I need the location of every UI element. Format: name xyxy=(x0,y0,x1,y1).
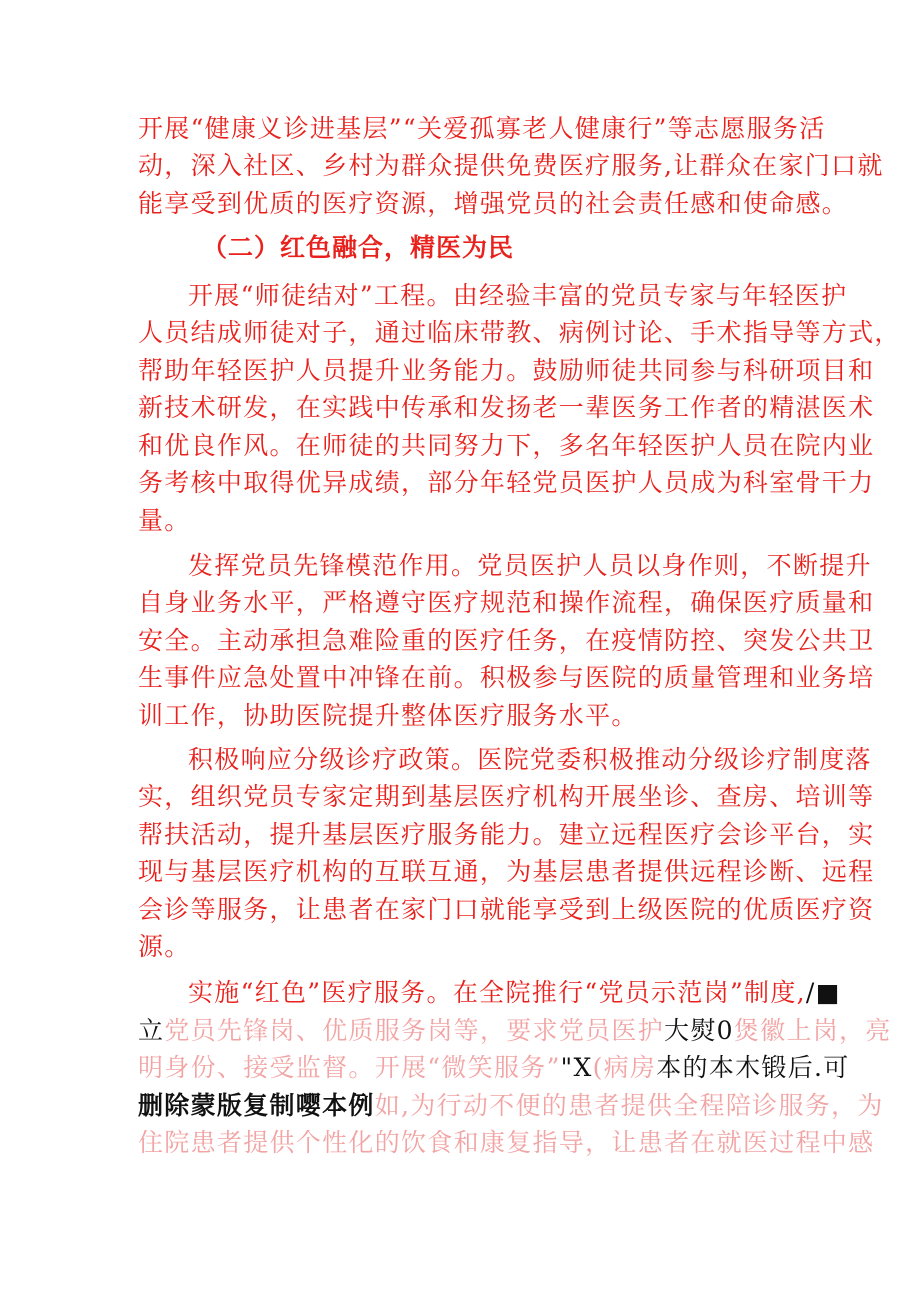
paragraph-4-line-1: 积极响应分级诊疗政策。医院党委积极推动分级诊疗制度落 xyxy=(188,745,872,774)
artifact-text: 大熨0 xyxy=(664,1016,734,1045)
paragraph-3-line-3: 安全。主动承担急难险重的医疗任务，在疫情防控、突发公共卫 xyxy=(138,626,875,655)
paragraph-5-line-1-text: 实施“红色”医疗服务。在全院推行“党员示范岗”制度, xyxy=(188,978,806,1007)
paragraph-3-line-5: 训工作，协助医院提升整体医疗服务水平。 xyxy=(138,701,638,730)
paragraph-4-line-5: 会诊等服务，让患者在家门口就能享受到上级医院的优质医疗资 xyxy=(138,895,875,924)
paragraph-2-line-7: 量。 xyxy=(138,506,191,535)
paragraph-5-line-5: 住院患者提供个性化的饮食和康复指导，让患者在就医过程中感 xyxy=(138,1128,875,1157)
mask-watermark-text: 删除蒙版复制嘤本例 xyxy=(138,1091,375,1120)
section-heading: （二）红色融合，精医为民 xyxy=(202,233,515,262)
paragraph-4-line-2: 实，组织党员专家定期到基层医疗机构开展坐诊、查房、培训等 xyxy=(138,782,875,811)
faded-text: 上岗，亮 xyxy=(786,1016,892,1045)
paragraph-3-line-1: 发挥党员先锋模范作用。党员医护人员以身作则，不断提升 xyxy=(188,551,872,580)
paragraph-4-line-6: 源。 xyxy=(138,932,191,961)
artifact-text: "X xyxy=(560,1053,593,1082)
faded-text: 如,为行动不便的患者提供全程陪诊服务，为 xyxy=(374,1091,884,1120)
paragraph-5-line-2 xyxy=(138,1013,892,1049)
artifact-text: 本的本木锻后.可 xyxy=(656,1053,850,1082)
paragraph-5-line-1 xyxy=(188,975,841,1011)
paragraph-5-line-3 xyxy=(138,1050,850,1086)
artifact-glyphs: /■ xyxy=(805,978,841,1007)
paragraph-1-line-3: 能享受到优质的医疗资源，增强党员的社会责任感和使命感。 xyxy=(138,189,849,218)
paragraph-2-line-1: 开展“师徒结对”工程。由经验丰富的党员专家与年轻医护 xyxy=(188,281,848,310)
paragraph-1-line-1: 开展“健康义诊进基层”“关爱孤寡老人健康行”等志愿服务活 xyxy=(138,114,826,143)
paragraph-3-line-2: 自身业务水平，严格遵守医疗规范和操作流程，确保医疗质量和 xyxy=(138,588,875,617)
paragraph-2-line-2: 人员结成师徒对子，通过临床带教、病例讨论、手术指导等方式， xyxy=(138,318,901,347)
paragraph-1-line-2: 动，深入社区、乡村为群众提供免费医疗服务,让群众在家门口就 xyxy=(138,151,884,180)
paragraph-2-line-5: 和优良作风。在师徒的共同努力下，多名年轻医护人员在院内业 xyxy=(138,431,875,460)
faded-text: (病房 xyxy=(592,1053,657,1082)
paragraph-2-line-4: 新技术研发，在实践中传承和发扬老一辈医务工作者的精湛医术 xyxy=(138,393,875,422)
paragraph-4-line-4: 现与基层医疗机构的互联互通，为基层患者提供远程诊断、远程 xyxy=(138,857,875,886)
paragraph-5-line-4 xyxy=(138,1088,884,1124)
paragraph-2-line-3: 帮助年轻医护人员提升业务能力。鼓励师徒共同参与科研项目和 xyxy=(138,356,875,385)
faded-text: 党员先锋岗、优质服务岗等，要求党员医护 xyxy=(164,1016,665,1045)
faded-text: 煲徽 xyxy=(733,1016,787,1045)
artifact-char: 立 xyxy=(138,1016,165,1045)
paragraph-3-line-4: 生事件应急处置中冲锋在前。积极参与医院的质量管理和业务培 xyxy=(138,663,875,692)
paragraph-4-line-3: 帮扶活动，提升基层医疗服务能力。建立远程医疗会诊平台，实 xyxy=(138,820,875,849)
paragraph-2-line-6: 务考核中取得优异成绩，部分年轻党员医护人员成为科室骨干力 xyxy=(138,468,875,497)
faded-text: 明身份、接受监督。开展“微笑服务” xyxy=(138,1053,561,1082)
